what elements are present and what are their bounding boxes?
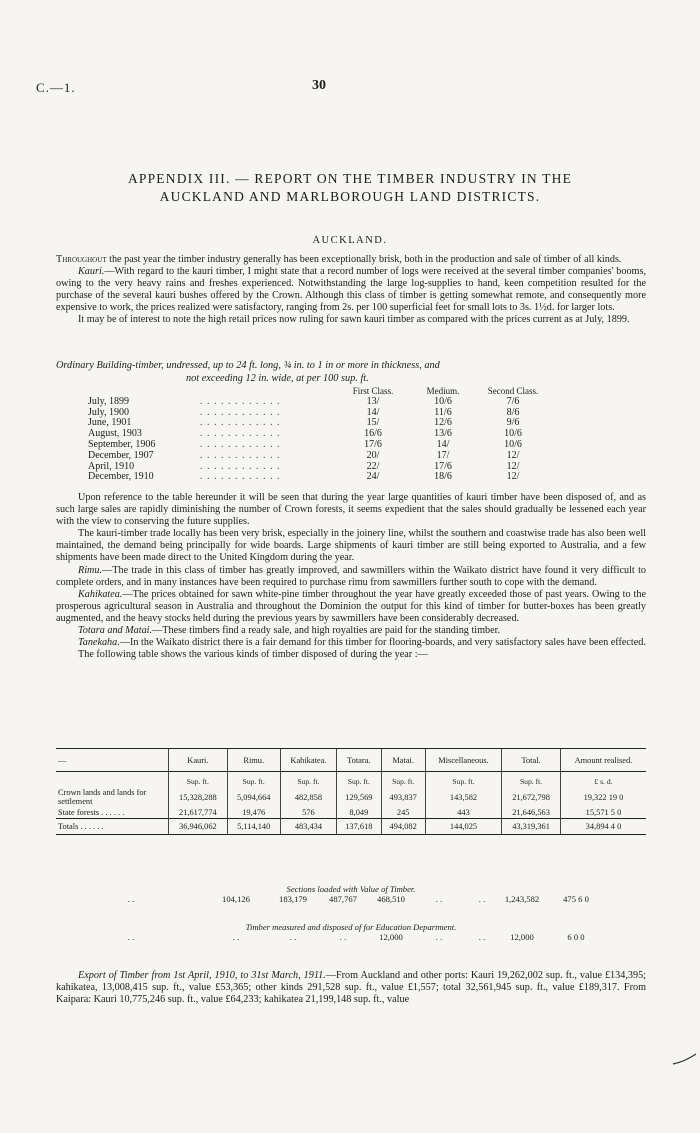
- sections-loaded-block: [56, 884, 646, 904]
- page-number: 30: [312, 78, 326, 93]
- table-cell: 21,646,563: [502, 807, 561, 819]
- paragraph-text: —These timbers find a ready sale, and high royalties are paid for the standing timber.: [152, 625, 501, 637]
- education-value: . .: [339, 932, 347, 942]
- sections-loaded-value: . .: [435, 894, 443, 904]
- lead-word: Throughout: [56, 254, 107, 265]
- table-cell: 36,946,062: [169, 819, 228, 835]
- price-date-cell: [88, 397, 338, 408]
- price-date: April, 1910: [88, 461, 135, 472]
- unit-cell: £ s. d.: [560, 772, 646, 788]
- price-date-cell: [88, 429, 338, 440]
- price-row: [88, 429, 608, 440]
- row-label: Crown lands and lands for settlement: [58, 788, 147, 806]
- column-header: —: [56, 749, 169, 772]
- price-second-class: 10/6: [504, 438, 522, 450]
- tanekaha-label: Tanekaha.: [78, 637, 120, 649]
- sales-paragraph: Upon reference to the table hereunder it will be seen that during the year large quantities of kauri timber have been disposed of, and as such large sales are rapidly diminishing the number of Crown forests, it seems expedient that the sales should gradually be lessened each year with the view to conserving the future supplies.: [56, 492, 646, 528]
- export-paragraph: [56, 970, 646, 1007]
- kahikatea-paragraph: [56, 589, 646, 625]
- body-text: [56, 492, 646, 661]
- unit-cell: Sup. ft.: [227, 772, 280, 788]
- price-first-class: 16/6: [364, 428, 382, 440]
- sections-loaded-value: 1,243,582: [504, 894, 540, 904]
- education-block: [56, 922, 646, 942]
- col-first-class: First Class.: [352, 386, 394, 396]
- price-row: [88, 397, 608, 408]
- tanekaha-paragraph: [56, 637, 646, 649]
- sections-loaded-value: 104,126: [222, 894, 250, 904]
- education-value: 12,000: [510, 932, 534, 942]
- column-header: Rimu.: [227, 749, 280, 772]
- sections-loaded-value: 183,179: [279, 894, 307, 904]
- education-value: 6 0 0: [567, 932, 585, 942]
- price-table: [88, 386, 608, 483]
- intro-paragraph-1: [56, 254, 646, 266]
- education-row: [56, 932, 646, 942]
- trade-paragraph: The kauri-timber trade locally has been very brisk, especially in the joinery line, whilst the southern and coastwise trade has also been well maintained, the demand being principally for wide boards. Large shipments of kauri timber are still being exported to Australia, and a few shipments have been made direct to the United Kingdom during the year.: [56, 528, 646, 564]
- price-second-class: 8/6: [506, 406, 520, 418]
- totara-matai-paragraph: [56, 625, 646, 637]
- timber-disposal-table: [56, 748, 646, 835]
- price-medium: 10/6: [434, 395, 452, 407]
- paragraph-text: —The prices obtained for sawn white-pine timber throughout the year have greatly exceeded those of past years. Owing to the prosperous agricultural season in Australia and throughout the Dominion the output for this kind of timber for butter-boxes has been greatly augmented, and the heavy stocks held during the previous years by sawmillers have been considerably decreased.: [56, 588, 646, 624]
- title-line-1: APPENDIX III. — REPORT ON THE TIMBER INDUSTRY IN THE: [127, 171, 573, 186]
- table-intro-paragraph: The following table shows the various kinds of timber disposed of during the year :—: [78, 649, 428, 661]
- price-second-class: 12/: [506, 460, 520, 472]
- sections-loaded-row: [56, 894, 646, 904]
- column-header: Matai.: [381, 749, 425, 772]
- education-caption: Timber measured and disposed of for Education Department.: [245, 922, 457, 932]
- paragraph-text: —The trade in this class of timber has greatly improved, and sawmillers within the Waikato district have found it very difficult to complete orders, and in many instances have been required to purchase rimu from sawmillers further south to cope with the demand.: [56, 564, 646, 588]
- table-row: [56, 807, 646, 819]
- rimu-paragraph: [56, 565, 646, 589]
- table-cell: 245: [381, 807, 425, 819]
- price-first-class: 24/: [366, 471, 380, 483]
- table-cell: 483,434: [280, 819, 336, 835]
- education-value: . .: [478, 932, 486, 942]
- table-cell: 5,094,664: [227, 787, 280, 807]
- column-header: Total.: [502, 749, 561, 772]
- education-value: . .: [435, 932, 443, 942]
- price-second-class: 9/6: [506, 417, 520, 429]
- units-row: [56, 772, 646, 788]
- table-header-row: [56, 749, 646, 772]
- price-row: [88, 418, 608, 429]
- education-value: . .: [289, 932, 297, 942]
- price-table-header: [88, 386, 608, 397]
- sections-loaded-value: . .: [478, 894, 486, 904]
- table-cell: 21,672,798: [502, 787, 561, 807]
- price-medium: 11/6: [434, 406, 452, 418]
- price-second-class: 12/: [506, 471, 520, 483]
- price-medium: 14/: [436, 438, 450, 450]
- col-medium: Medium.: [426, 386, 460, 396]
- price-first-class: 15/: [366, 417, 380, 429]
- price-date: September, 1906: [88, 439, 156, 450]
- caption-line-1: Ordinary Building-timber, undressed, up to 24 ft. long, ¾ in. to 1 in or more in thickness, and: [56, 360, 440, 371]
- column-header: Miscellaneous.: [425, 749, 501, 772]
- paragraph-text: —With regard to the kauri timber, I might state that a record number of logs were received at the several timber companies' booms, owing to the very heavy rains and freshes experienced. Notwithstanding the large log-supplies to hand, keen competition resulted for the purchase of the several kauri bushes offered by the Crown. Although this class of timber is getting somewhat remote, and consequently more expensive to work, the prices realized were satisfactory, ranging from 2s. per 100 superficial feet for small lots to 3s. 1½d. for larger lots.: [56, 266, 646, 314]
- price-table-body: [88, 397, 608, 483]
- leader-dots: . . . . . . . . . . . .: [200, 461, 281, 472]
- column-header: Totara.: [337, 749, 381, 772]
- column-header: Kahikatea.: [280, 749, 336, 772]
- price-table-caption: [56, 360, 646, 385]
- price-row: [88, 462, 608, 473]
- table-cell: 21,617,774: [169, 807, 228, 819]
- intro-text: [56, 254, 646, 327]
- table-cell: 129,569: [337, 787, 381, 807]
- sections-loaded-value: 475 6 0: [563, 894, 589, 904]
- unit-cell: Sup. ft.: [337, 772, 381, 788]
- paragraph-text: the past year the timber industry generally has been exceptionally brisk, both in the production and sale of timber of all kinds.: [106, 254, 622, 265]
- table-cell: 19,322 19 0: [560, 787, 646, 807]
- unit-cell: Sup. ft.: [280, 772, 336, 788]
- section-heading: AUCKLAND.: [312, 235, 388, 246]
- col-second-class: Second Class.: [487, 386, 539, 396]
- row-lead: . .: [127, 894, 135, 904]
- price-date-cell: [88, 462, 338, 473]
- leader-dots: . . . . . . . . . . . .: [200, 429, 281, 440]
- price-date: December, 1907: [88, 450, 154, 461]
- price-row: [88, 451, 608, 462]
- column-header: Amount realised.: [560, 749, 646, 772]
- table-row: [56, 787, 646, 807]
- table-cell: 482,858: [280, 787, 336, 807]
- price-date: July, 1899: [88, 396, 130, 407]
- price-first-class: 20/: [366, 449, 380, 461]
- table-cell: 34,894 4 0: [560, 819, 646, 835]
- price-row: [88, 440, 608, 451]
- price-row: [88, 472, 608, 483]
- row-lead: . .: [127, 932, 135, 942]
- price-medium: 13/6: [434, 428, 452, 440]
- price-medium: 12/6: [434, 417, 452, 429]
- paragraph-text: —In the Waikato district there is a fair demand for this timber for flooring-boards, and very satisfactory sales have been effected.: [119, 637, 646, 649]
- price-date-cell: [88, 418, 338, 429]
- table-cell: 494,082: [381, 819, 425, 835]
- table-cell: 143,582: [425, 787, 501, 807]
- price-second-class: 10/6: [504, 428, 522, 440]
- price-date: December, 1910: [88, 472, 154, 483]
- totals-row: [56, 819, 646, 835]
- education-value: . .: [232, 932, 240, 942]
- table-cell: 576: [280, 807, 336, 819]
- education-value: 12,000: [379, 932, 403, 942]
- unit-cell: Sup. ft.: [425, 772, 501, 788]
- table-cell: 443: [425, 807, 501, 819]
- unit-cell: [56, 772, 169, 788]
- leader-dots: . . . . . . . . . . . .: [200, 418, 281, 429]
- pen-mark-icon: [672, 1052, 698, 1066]
- price-second-class: 12/: [506, 449, 520, 461]
- price-row: [88, 408, 608, 419]
- row-label: Totals . . . . . .: [56, 819, 169, 835]
- price-medium: 17/: [436, 449, 450, 461]
- sections-loaded-value: 468,510: [377, 894, 405, 904]
- report-title: [56, 170, 644, 206]
- kauri-label: Kauri.: [78, 266, 105, 278]
- export-text: —From Auckland and other ports: Kauri 19,262,002 sup. ft., value £134,395; kahikatea, 13,008,415 sup. ft., value £53,365; other kinds 291,528 sup. ft., value £1,557; total 32,561,945 sup. ft., value £189,317. From Kaipara: Kauri 10,775,246 sup. ft., value £64,233; kahikatea 21,199,148 sup. ft., value: [56, 970, 646, 1006]
- leader-dots: . . . . . . . . . . . .: [200, 472, 281, 483]
- export-label: Export of Timber from 1st April, 1910, to 31st March, 1911.: [78, 970, 326, 981]
- price-date-cell: [88, 472, 338, 483]
- table-body: [56, 772, 646, 835]
- price-first-class: 13/: [366, 395, 380, 407]
- table-cell: 137,618: [337, 819, 381, 835]
- table-cell: 19,476: [227, 807, 280, 819]
- price-date: August, 1903: [88, 429, 142, 440]
- sections-loaded-value: 487,767: [329, 894, 357, 904]
- price-first-class: 17/6: [364, 438, 382, 450]
- price-date: June, 1901: [88, 418, 132, 429]
- table-cell: 15,571 5 0: [560, 807, 646, 819]
- table-cell: 43,319,361: [502, 819, 561, 835]
- price-second-class: 7/6: [506, 395, 520, 407]
- totara-matai-label: Totara and Matai.: [78, 625, 153, 637]
- price-medium: 18/6: [434, 471, 452, 483]
- rimu-label: Rimu.: [78, 564, 103, 576]
- price-medium: 17/6: [434, 460, 452, 472]
- price-date-cell: [88, 440, 338, 451]
- retail-paragraph: It may be of interest to note the high retail prices now ruling for sawn kauri timber as compared with the prices current as at July, 1899.: [78, 314, 630, 326]
- leader-dots: . . . . . . . . . . . .: [200, 439, 281, 450]
- unit-cell: Sup. ft.: [169, 772, 228, 788]
- table-cell: 5,114,140: [227, 819, 280, 835]
- sections-loaded-caption: Sections loaded with Value of Timber.: [286, 884, 416, 894]
- row-label: State forests . . . . . .: [58, 808, 125, 817]
- unit-cell: Sup. ft.: [381, 772, 425, 788]
- kauri-paragraph: [56, 266, 646, 314]
- price-date-cell: [88, 408, 338, 419]
- table-cell: 8,049: [337, 807, 381, 819]
- price-first-class: 14/: [366, 406, 380, 418]
- column-header: Kauri.: [169, 749, 228, 772]
- price-date: July, 1900: [88, 407, 130, 418]
- table-cell: 144,025: [425, 819, 501, 835]
- table-cell: 493,837: [381, 787, 425, 807]
- leader-dots: . . . . . . . . . . . .: [200, 407, 281, 418]
- table-cell: 15,328,288: [169, 787, 228, 807]
- unit-cell: Sup. ft.: [502, 772, 561, 788]
- kahikatea-label: Kahikatea.: [78, 588, 123, 600]
- price-first-class: 22/: [366, 460, 380, 472]
- price-date-cell: [88, 451, 338, 462]
- document-reference: C.—1.: [36, 80, 76, 95]
- title-line-2: AUCKLAND AND MARLBOROUGH LAND DISTRICTS.: [159, 189, 541, 204]
- caption-line-2: not exceeding 12 in. wide, at per 100 sup. ft.: [186, 372, 369, 384]
- leader-dots: . . . . . . . . . . . .: [200, 450, 281, 461]
- leader-dots: . . . . . . . . . . . .: [200, 396, 281, 407]
